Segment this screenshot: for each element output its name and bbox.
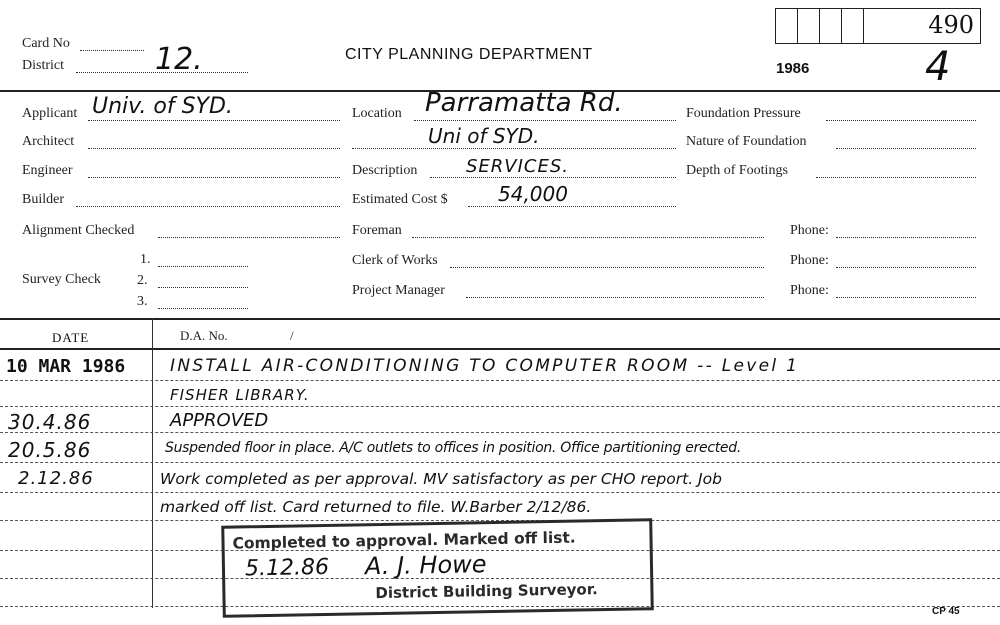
log-row-line [0, 432, 1000, 433]
stamp-date: 5.12.86 [244, 554, 330, 582]
location-line-2 [352, 148, 676, 149]
survey-label: Survey Check [22, 272, 101, 287]
engineer-line [88, 177, 340, 178]
year: 1986 [776, 60, 810, 77]
architect-label: Architect [22, 134, 75, 149]
da-label: D.A. No. [180, 328, 228, 343]
log-entry-text: APPROVED [170, 410, 269, 431]
builder-line [76, 206, 340, 207]
survey-line-3 [158, 308, 248, 309]
log-entry-text: INSTALL AIR-CONDITIONING TO COMPUTER ROOM -- Level 1 [170, 356, 800, 376]
description-label: Description [352, 163, 418, 178]
file-box-1 [775, 8, 799, 44]
pm-phone-line [836, 297, 976, 298]
pm-label: Project Manager [352, 283, 445, 298]
survey-item-1: 1. [140, 252, 151, 267]
log-row-line [0, 462, 1000, 463]
log-entry-text: FISHER LIBRARY. [170, 386, 310, 404]
log-entry-text: Work completed as per approval. MV satisfactory as per CHO report. Job [160, 470, 722, 488]
foreman-phone-label: Phone: [790, 223, 829, 238]
clerk-line [450, 267, 764, 268]
depth-line [816, 177, 976, 178]
pm-line [466, 297, 764, 298]
card-no-label: Card No [22, 36, 70, 51]
file-suffix: 4 [925, 44, 951, 90]
cost-label: Estimated Cost $ [352, 192, 448, 207]
da-value: / [290, 328, 294, 343]
log-top-rule [0, 318, 1000, 320]
applicant-value: Univ. of SYD. [92, 94, 233, 119]
location-label: Location [352, 106, 402, 121]
log-date: 10 MAR 1986 [6, 356, 126, 377]
engineer-label: Engineer [22, 163, 73, 178]
survey-item-3: 3. [137, 294, 148, 309]
date-header: DATE [52, 330, 90, 345]
log-row-line [0, 492, 1000, 493]
log-row-line [0, 380, 1000, 381]
clerk-phone-label: Phone: [790, 253, 829, 268]
clerk-phone-line [836, 267, 976, 268]
file-number-box [863, 8, 981, 44]
log-date: 30.4.86 [8, 410, 92, 434]
log-header-rule [0, 348, 1000, 350]
survey-item-2: 2. [137, 273, 148, 288]
file-box-4 [841, 8, 865, 44]
applicant-label: Applicant [22, 106, 78, 121]
foundation-pressure-line [826, 120, 976, 121]
location-line [414, 120, 676, 121]
stamp-signature: A. J. Howe [364, 550, 487, 581]
description-line [430, 177, 676, 178]
date-column-divider [152, 318, 153, 608]
foreman-phone-line [836, 237, 976, 238]
file-box-2 [797, 8, 821, 44]
log-date: 20.5.86 [8, 438, 92, 462]
survey-line-2 [158, 287, 248, 288]
location-value-1: Parramatta Rd. [425, 88, 623, 118]
district-label: District [22, 58, 64, 73]
alignment-label: Alignment Checked [22, 223, 135, 238]
location-value-2: Uni of SYD. [428, 124, 540, 148]
foundation-pressure-label: Foundation Pressure [686, 106, 801, 121]
department-title: CITY PLANNING DEPARTMENT [345, 46, 593, 63]
cost-value: 54,000 [498, 182, 568, 206]
alignment-line [158, 237, 340, 238]
file-box-3 [819, 8, 843, 44]
nature-label: Nature of Foundation [686, 134, 807, 149]
survey-line-1 [158, 266, 248, 267]
log-entry-text: Suspended floor in place. A/C outlets to offices in position. Office partitioning erected. [165, 440, 741, 456]
pm-phone-label: Phone: [790, 283, 829, 298]
stamp-line: Completed to approval. Marked off list. [232, 528, 576, 553]
approval-stamp [221, 518, 654, 618]
architect-line [88, 148, 340, 149]
clerk-label: Clerk of Works [352, 253, 438, 268]
cost-line [468, 206, 676, 207]
card-no-value: 12. [155, 42, 203, 77]
card-no-line [80, 50, 144, 51]
log-date: 2.12.86 [18, 468, 94, 489]
log-entry-text: marked off list. Card returned to file. W.Barber 2/12/86. [160, 498, 592, 516]
stamp-title: District Building Surveyor. [375, 580, 598, 603]
description-value: SERVICES. [466, 156, 570, 177]
file-number: 490 [928, 11, 974, 39]
applicant-line [88, 120, 340, 121]
foreman-line [412, 237, 764, 238]
log-row-line [0, 406, 1000, 407]
foreman-label: Foreman [352, 223, 402, 238]
form-code: CP 45 [932, 606, 960, 617]
depth-label: Depth of Footings [686, 163, 788, 178]
builder-label: Builder [22, 192, 64, 207]
nature-line [836, 148, 976, 149]
